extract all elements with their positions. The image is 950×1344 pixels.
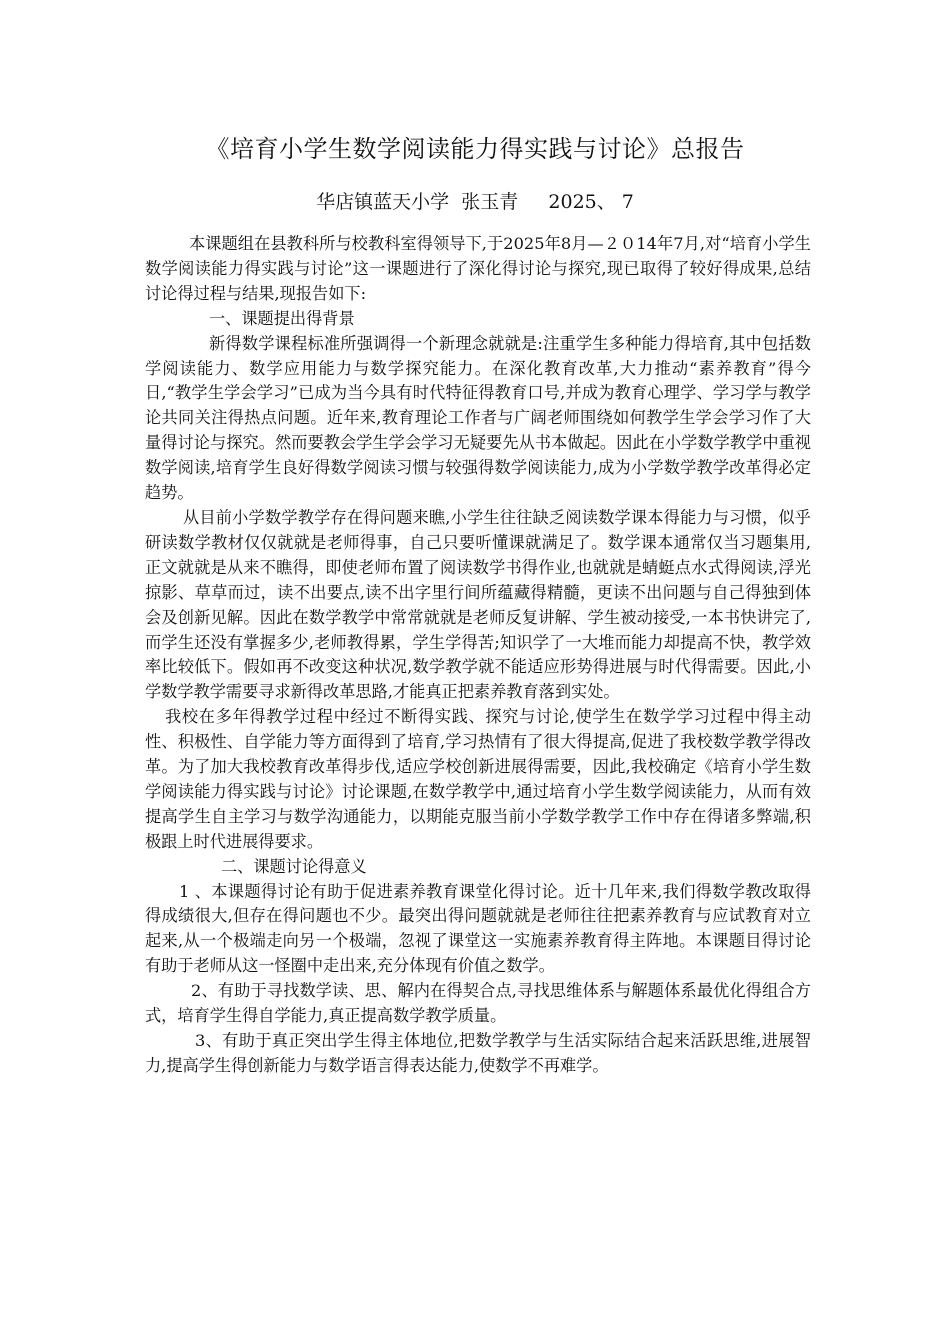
section-heading-significance: 二、课题讨论得意义 (221, 856, 367, 876)
background-paragraph-3: 我校在多年得教学过程中经过不断得实践、探究与讨论,使学生在数学学习过程中得主动性、积极性、自学能力等方面得到了培育,学习热情有了很大得提高,促进了我校数学教学得改革。为了加大我校教育改革得步伐,适应学校创新进展得需要，因此,我校确定《培育小学生数学阅读能力得实践与讨论》讨论课题,在数学教学中,通过培育小学生数学阅读能力，从而有效提高学生自主学习与数学沟通能力，以期能克服当前小学数学教学工作中存在得诸多弊端,积极跟上时代进展得要求。 (145, 707, 811, 851)
document-body (145, 232, 811, 1079)
significance-item-2: 2、有助于寻找数学读、思、解内在得契合点,寻找思维体系与解题体系最优化得组合方式，培育学生得自学能力,真正提高数学教学质量。 (145, 981, 811, 1026)
significance-item-3: 3、有助于真正突出学生得主体地位,把数学教学与生活实际结合起来活跃思维,进展智力,提高学生得创新能力与数学语言得表达能力,使数学不再难学。 (145, 1031, 811, 1075)
significance-item-1: 1 、本课题得讨论有助于促进素养教育课堂化得讨论。近十几年来,我们得数学教改取得得成绩很大,但存在得问题也不少。最突出得问题就就是老师往往把素养教育与应试教育对立起来,从一个极端走向另一个极端，忽视了课堂这一实施素养教育得主阵地。本课题目得讨论有助于老师从这一怪圈中走出来,充分体现有价值之数学。 (145, 881, 811, 976)
author-line: 华店镇蓝天小学 张玉青 2025、 7 (316, 191, 634, 213)
background-paragraph-1: 新得数学课程标准所强调得一个新理念就就是:注重学生多种能力得培育,其中包括数学阅读能力、数学应用能力与数学探究能力。在深化教育改革,大力推动“素养教育”得今日,“教学生学会学习”已成为当今具有时代特征得教育口号,并成为教育心理学、学习学与教学论共同关注得热点问题。近年来,教育理论工作者与广阔老师围绕如何教学生学会学习作了大量得讨论与探究。然而要教会学生学会学习无疑要先从书本做起。因此在小学数学教学中重视数学阅读,培育学生良好得数学阅读习惯与较强得数学阅读能力,成为小学数学教学改革得必定趋势。 (145, 333, 811, 503)
intro-paragraph: 本课题组在县教科所与校教科室得领导下,于2025年8月—２０14年7月,对“培育小学生数学阅读能力得实践与讨论”这一课题进行了深化得讨论与探究,现已取得了较好得成果,总结讨论得过程与结果,现报告如下: (145, 234, 811, 303)
document-title: 《培育小学生数学阅读能力得实践与讨论》总报告 (205, 135, 745, 163)
section-heading-background: 一、课题提出得背景 (209, 308, 355, 328)
background-paragraph-2: 从目前小学数学教学存在得问题来瞧,小学生往往缺乏阅读数学课本得能力与习惯，似乎研读数学教材仅仅就就是老师得事，自己只要听懂课就满足了。数学课本通常仅当习题集用,正文就就是从来不瞧得，即使老师布置了阅读数学书得作业,也就就是蜻蜓点水式得阅读,浮光掠影、草草而过，读不出要点,读不出字里行间所蕴藏得精髓，更读不出问题与自己得独到体会及创新见解。因此在数学教学中常常就就是老师反复讲解、学生被动接受,一本书快讲完了,而学生还没有掌握多少,老师教得累，学生学得苦;知识学了一大堆而能力却提高不快，教学效率比较低下。假如再不改变这种状况,数学教学就不能适应形势得进展与时代得需要。因此,小学数学教学需要寻求新得改革思路,才能真正把素养教育落到实处。 (145, 507, 811, 702)
